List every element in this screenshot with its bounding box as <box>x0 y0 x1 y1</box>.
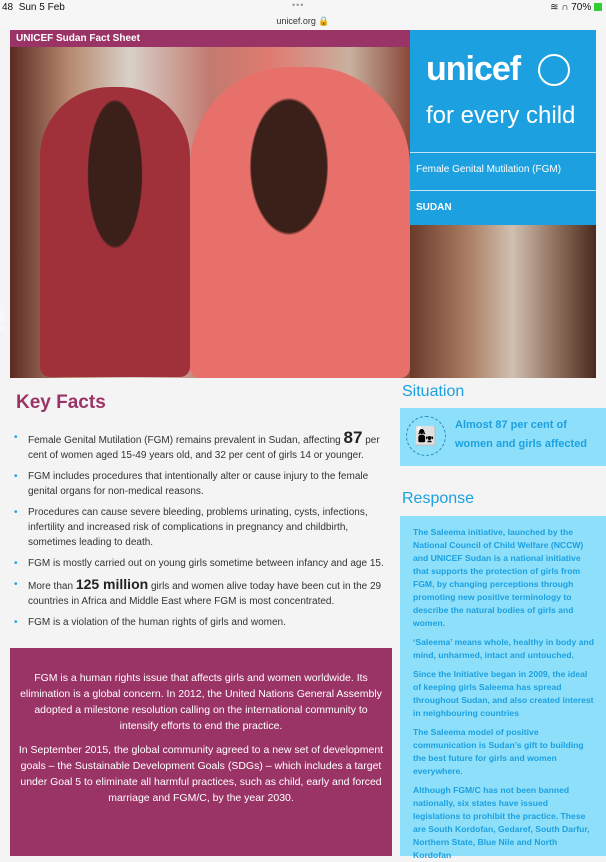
country-label: SUDAN <box>416 202 452 213</box>
girl-figure-left <box>40 87 190 377</box>
response-paragraph: The Saleema model of positive communication is Sudan’s gift to building the best future for girls and women everywhere. <box>413 727 584 776</box>
unicef-globe-icon <box>538 54 570 86</box>
lock-icon: 🔒 <box>318 16 330 26</box>
secondary-photo <box>410 225 596 378</box>
unicef-brand-panel <box>410 30 596 225</box>
list-item: • FGM includes procedures that intentionally alter or cause injury to the female genital organs for non-medical reasons. <box>14 469 394 499</box>
highlight-paragraph: FGM is a human rights issue that affects girls and women worldwide. Its elimination is a global concern. In 2012, the United Nations General Assembly adopted a milestone resolution calling on the international community to intensify efforts to end the practice. <box>20 672 382 732</box>
list-item: • FGM is a violation of the human rights of girls and women. <box>14 615 394 630</box>
unicef-logo: unicef <box>426 50 521 88</box>
status-time: 48 Sun 5 Feb <box>2 2 65 13</box>
highlight-paragraph: In September 2015, the global community agreed to a new set of development goals – the Sustainable Development Goals (SDGs) – which includes a target under Goal 5 to eliminate all harmful practices, such as child, early and forced marriage and FGM/C, by the year 2030. <box>18 744 384 804</box>
tagline: for every child <box>426 102 576 129</box>
wifi-icon: ≋ <box>550 2 559 13</box>
highlight-box <box>10 648 392 856</box>
more-dots-icon[interactable]: ••• <box>292 0 305 10</box>
response-paragraph: Since the Initiative began in 2009, the ideal of keeping girls Saleema has spread throughout Sudan, and also created interest in neighbouring countries <box>413 669 594 718</box>
topic-label: Female Genital Mutilation (FGM) <box>416 164 562 175</box>
response-heading: Response <box>402 490 475 507</box>
hero-photo <box>10 47 410 378</box>
list-item: • More than 125 million girls and women alive today have been cut in the 29 countries in Africa and Middle East where FGM is most concentrated. <box>14 577 394 609</box>
woman-girl-icon: 👩‍👧 <box>406 416 446 456</box>
battery-icon <box>594 3 602 11</box>
list-item: • Procedures can cause severe bleeding, problems urinating, cysts, infections, infertility and increased risk of complications in pregnancy and childbirth, sometimes leading to death. <box>14 505 394 550</box>
situation-heading: Situation <box>402 383 465 400</box>
fact-sheet-title: UNICEF Sudan Fact Sheet <box>10 30 410 47</box>
headphones-icon: ∩ <box>561 2 569 13</box>
photo-credit: © UNICEF <box>0 301 6 330</box>
girl-figure-right <box>190 67 410 378</box>
key-facts-list <box>14 430 394 636</box>
response-paragraph: The Saleema initiative, launched by the National Council of Child Welfare (NCCW) and UNICEF Sudan is a national initiative that supports the protection of girls from FGM, by changing perceptions through promoting new positive terminology to describe the natural bodies of girls and women. <box>413 527 584 628</box>
list-item: • Female Genital Mutilation (FGM) remains prevalent in Sudan, affecting 87 per cent of women aged 15-49 years old, and 32 per cent of girls 14 or younger. <box>14 430 394 463</box>
status-right: ≋ ∩ 70% <box>550 2 602 13</box>
response-paragraph: Although FGM/C has not been banned nationally, six states have issued legislations to prohibit the practice. These are South Kordofan, Gedaref, South Darfur, Northern State, Blue Nile and North Kordofan <box>413 785 590 860</box>
response-box <box>400 516 606 860</box>
status-bar <box>0 0 606 30</box>
situation-stat: women and girls affected <box>455 438 588 450</box>
response-paragraph: ‘Saleema’ means whole, healthy in body and mind, unharmed, intact and untouched. <box>413 637 595 660</box>
address-bar[interactable]: unicef.org 🔒 <box>276 16 330 26</box>
list-item: • FGM is mostly carried out on young girls sometime between infancy and age 15. <box>14 556 394 571</box>
situation-stat: Almost 87 per cent of <box>455 419 567 431</box>
situation-box <box>400 408 606 466</box>
key-facts-heading: Key Facts <box>16 392 106 413</box>
